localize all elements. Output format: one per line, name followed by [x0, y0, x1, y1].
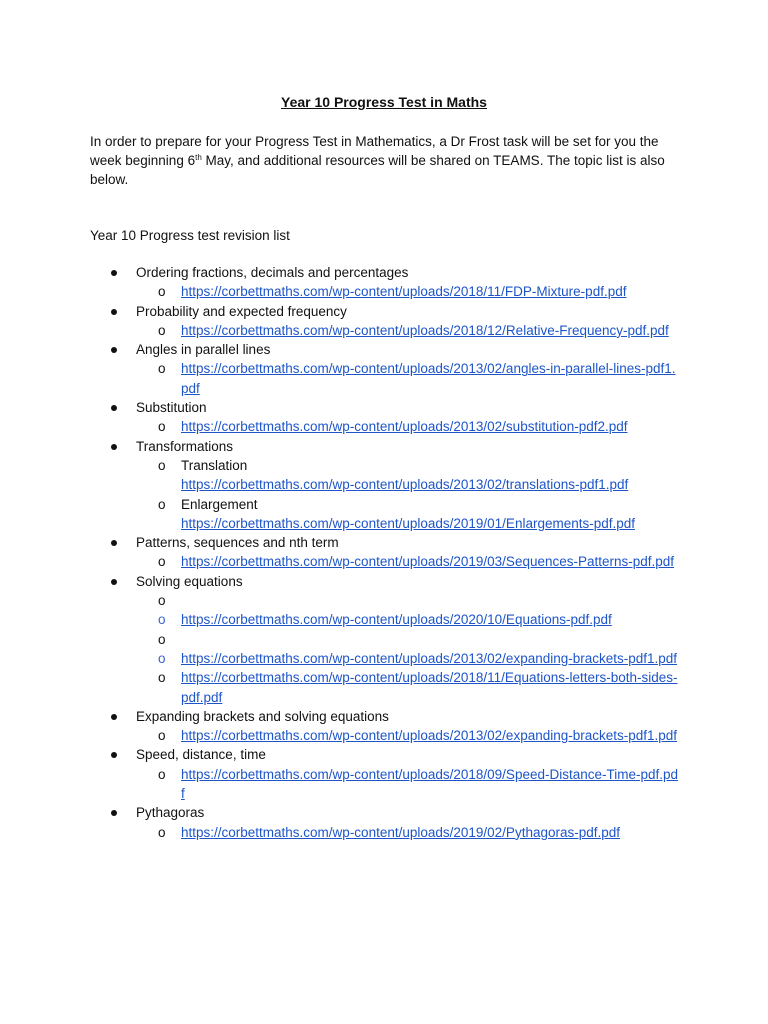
empty-resource-item: [0, 591, 768, 610]
subtopic-label: Translation: [181, 457, 248, 473]
sub-bullet: o: [158, 322, 166, 338]
resource-link[interactable]: https://corbettmaths.com/wp-content/uploads/2019/03/Sequences-Patterns-pdf.pdf: [181, 554, 675, 570]
resource-item: [0, 649, 768, 668]
sub-bullet: o: [158, 554, 166, 570]
topic-item: Ordering fractions, decimals and percentages: [0, 263, 768, 282]
sub-bullet: o: [158, 496, 166, 512]
resource-link[interactable]: https://corbettmaths.com/wp-content/uploads/2018/11/Equations-letters-both-sides-pdf.pdf: [181, 670, 678, 705]
page-title: Year 10 Progress Test in Maths: [281, 94, 487, 110]
resource-item: [0, 552, 768, 571]
revision-list: [0, 263, 768, 842]
sub-bullet: o: [158, 284, 166, 300]
revision-list-heading: Year 10 Progress test revision list: [90, 228, 290, 243]
topic-item: Expanding brackets and solving equations: [0, 707, 768, 726]
topic-item: Speed, distance, time: [0, 745, 768, 764]
resource-item: [0, 823, 768, 842]
resource-link[interactable]: https://corbettmaths.com/wp-content/uploads/2019/01/Enlargements-pdf.pdf: [181, 515, 636, 531]
resource-link[interactable]: https://corbettmaths.com/wp-content/uploads/2013/02/expanding-brackets-pdf1.pdf: [181, 728, 678, 744]
resource-item: [0, 610, 768, 629]
resource-link[interactable]: https://corbettmaths.com/wp-content/uploads/2019/02/Pythagoras-pdf.pdf: [181, 824, 621, 840]
empty-resource-item: [0, 630, 768, 649]
sub-bullet: o: [158, 670, 166, 686]
resource-item: [0, 456, 768, 495]
intro-paragraph: [90, 132, 682, 189]
intro-ordinal-suffix: th: [195, 153, 202, 162]
resource-link[interactable]: https://corbettmaths.com/wp-content/uploads/2020/10/Equations-pdf.pdf: [181, 612, 612, 628]
resource-link[interactable]: https://corbettmaths.com/wp-content/uploads/2013/02/expanding-brackets-pdf1.pdf: [181, 650, 678, 666]
topic-item: Probability and expected frequency: [0, 302, 768, 321]
resource-link[interactable]: https://corbettmaths.com/wp-content/uploads/2013/02/substitution-pdf2.pdf: [181, 419, 628, 435]
subtopic-label: Enlargement: [181, 496, 258, 512]
sub-bullet: o: [158, 361, 166, 377]
resource-item: [0, 726, 768, 745]
resource-link[interactable]: https://corbettmaths.com/wp-content/uploads/2018/09/Speed-Distance-Time-pdf.pdf: [181, 766, 679, 802]
resource-item: [0, 765, 768, 804]
topic-item: Transformations: [0, 437, 768, 456]
intro-text: In order to prepare for your Progress Test in Mathematics, a Dr Frost task will be set for you the week beginning 6: [90, 134, 659, 168]
topic-item: Pythagoras: [0, 803, 768, 822]
intro-text-continued: May, and additional resources will be shared on TEAMS. The topic list is also below.: [90, 153, 665, 187]
resource-item: [0, 282, 768, 301]
resource-item: [0, 321, 768, 340]
topic-item: Patterns, sequences and nth term: [0, 533, 768, 552]
topic-item: Angles in parallel lines: [0, 340, 768, 359]
sub-bullet: o: [158, 631, 166, 647]
topic-item: Substitution: [0, 398, 768, 417]
sub-bullet: o: [158, 612, 166, 628]
sub-bullet: o: [158, 593, 166, 609]
resource-link[interactable]: https://corbettmaths.com/wp-content/uploads/2018/11/FDP-Mixture-pdf.pdf: [181, 284, 627, 300]
resource-link[interactable]: https://corbettmaths.com/wp-content/uploads/2018/12/Relative-Frequency-pdf.pdf: [181, 322, 669, 338]
sub-bullet: o: [158, 419, 166, 435]
sub-bullet: o: [158, 457, 166, 473]
sub-bullet: o: [158, 650, 166, 666]
resource-link[interactable]: https://corbettmaths.com/wp-content/uploads/2013/02/translations-pdf1.pdf: [181, 477, 629, 493]
resource-item: [0, 417, 768, 436]
sub-bullet: o: [158, 766, 166, 782]
resource-item: [0, 668, 768, 707]
resource-item: [0, 359, 768, 398]
resource-item: [0, 495, 768, 534]
sub-bullet: o: [158, 824, 166, 840]
resource-link[interactable]: https://corbettmaths.com/wp-content/uploads/2013/02/angles-in-parallel-lines-pdf1.pdf: [181, 361, 676, 396]
topic-item: Solving equations: [0, 572, 768, 591]
sub-bullet: o: [158, 728, 166, 744]
